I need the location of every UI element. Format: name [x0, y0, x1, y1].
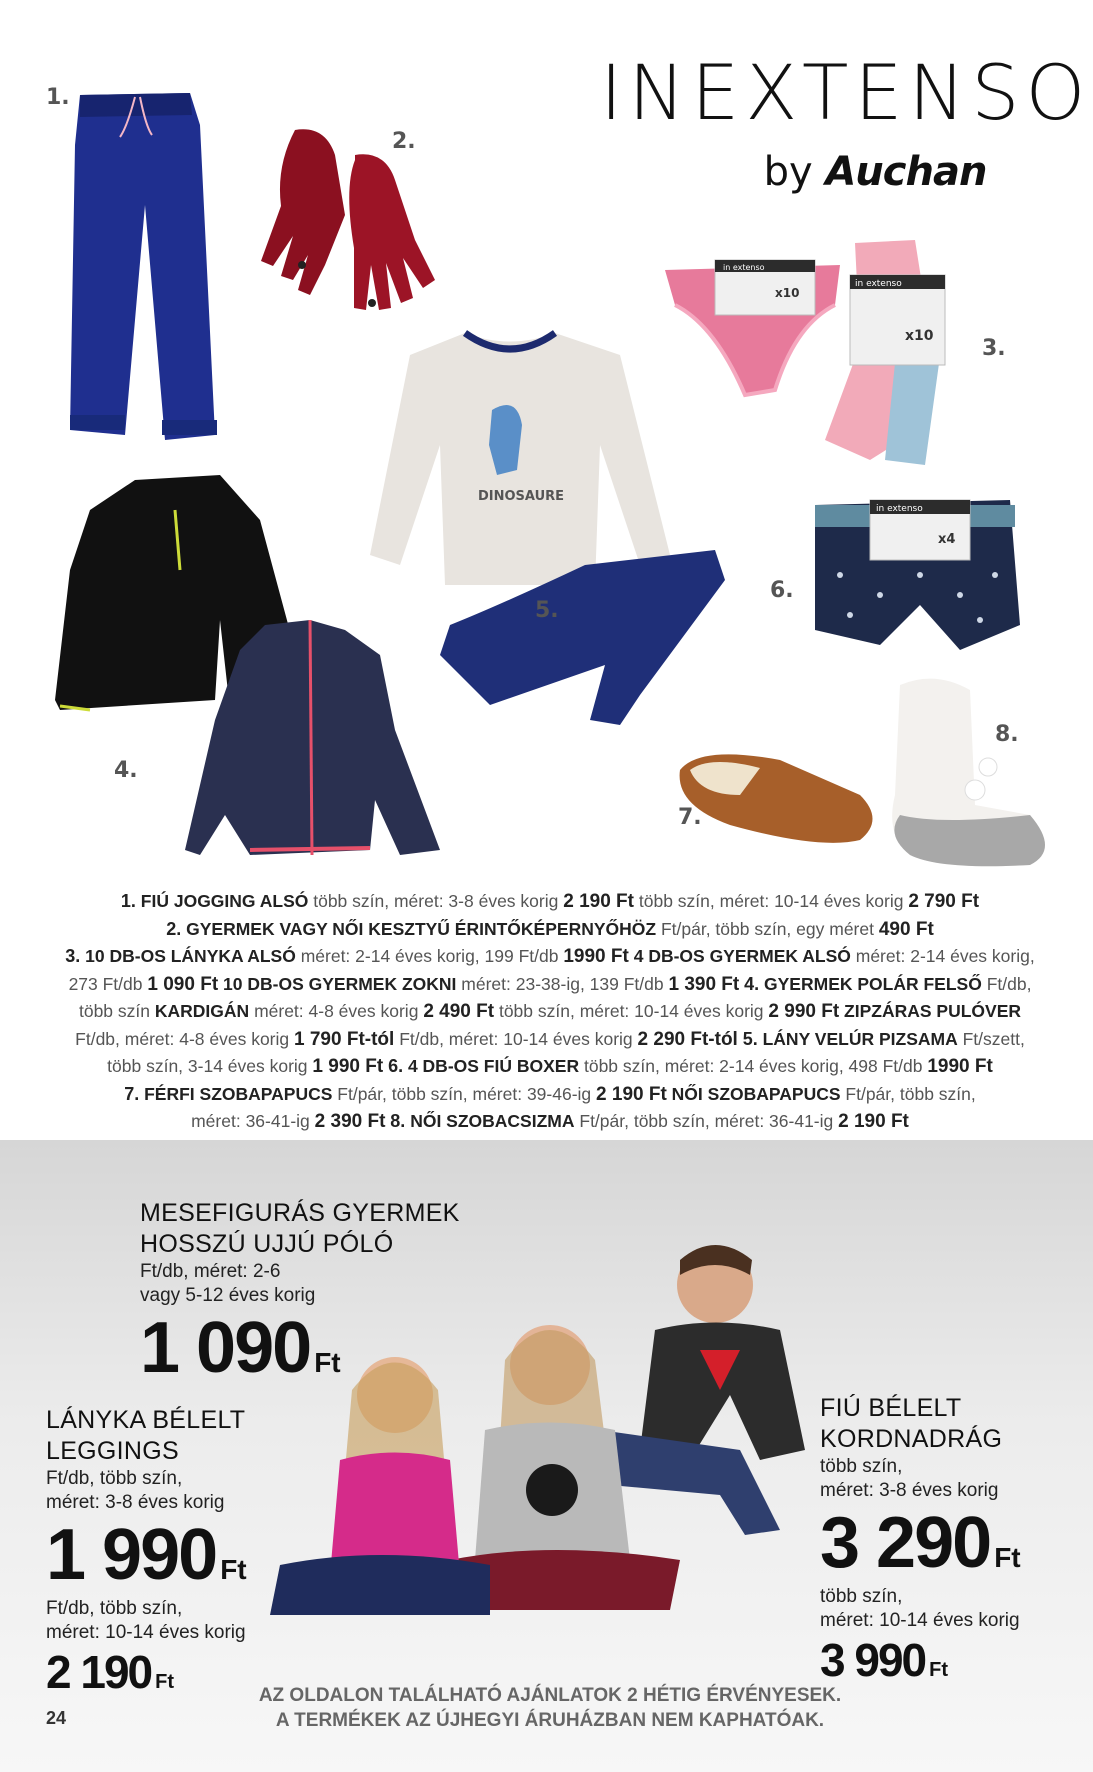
desc-item-6-name: 4 DB-OS FIÚ BOXER	[407, 1056, 580, 1076]
desc-item-7-details: Ft/pár, több szín, méret: 39-46-ig	[337, 1083, 592, 1104]
desc-item-8-name: NŐI SZOBACSIZMA	[410, 1111, 575, 1131]
desc-item-1-name: FIÚ JOGGING ALSÓ	[140, 891, 309, 911]
promo-corduroy-title-2: KORDNADRÁG	[820, 1425, 1003, 1453]
promo-corduroy-sub-4: méret: 10-14 éves korig	[820, 1610, 1020, 1631]
promo-corduroy-price-value: 3 290	[820, 1503, 991, 1583]
desc-item-7b-name: NŐI SZOBAPAPUCS	[671, 1083, 841, 1104]
desc-item-8-number: 8.	[390, 1111, 406, 1131]
desc-item-8-details: Ft/pár, több szín, méret: 36-41-ig	[579, 1111, 834, 1131]
desc-line-1	[50, 888, 1050, 916]
desc-item-7-number: 7.	[124, 1083, 140, 1104]
promo-leggings-sub-3: Ft/db, több szín,	[46, 1598, 183, 1619]
promo-corduroy-title-1: FIÚ BÉLELT	[820, 1394, 962, 1422]
desc-item-6-number: 6.	[388, 1056, 404, 1076]
desc-item-4-price-b: 2 990 Ft	[768, 1001, 840, 1022]
promo-corduroy-currency-2: Ft	[929, 1659, 949, 1681]
logo-wordmark: INEXTENSO	[600, 48, 1092, 137]
socks-pack-brand: in extenso	[855, 279, 902, 289]
desc-item-5-name: LÁNY VELÚR PIZSAMA	[762, 1028, 958, 1049]
by-text: by	[763, 149, 813, 195]
item-number-3: 3.	[982, 336, 1006, 361]
desc-item-4-price-a: 2 490 Ft	[423, 1001, 495, 1022]
desc-item-1-price-b: 2 790 Ft	[908, 891, 980, 912]
product-descriptions	[50, 888, 1050, 1136]
desc-item-4-cardigan: KARDIGÁN	[154, 1001, 250, 1021]
item-number-2: 2.	[392, 129, 416, 154]
promo-tshirt-title-1: MESEFIGURÁS GYERMEK	[140, 1199, 460, 1227]
desc-line-3	[50, 943, 1050, 971]
desc-item-4-price-d: 2 290 Ft-tól	[637, 1028, 738, 1050]
desc-item-4-unit: Ft/db,	[986, 973, 1032, 994]
boxer-pack-count: x4	[938, 532, 956, 547]
validity-note-line-2: A TERMÉKEK AZ ÚJHEGYI ÁRUHÁZBAN NEM KAPHATÓAK.	[275, 1710, 825, 1731]
desc-item-3-number: 3.	[65, 946, 81, 966]
desc-line-8	[50, 1081, 1050, 1109]
promo-corduroy-currency: Ft	[994, 1542, 1021, 1573]
promo-leggings-title-1: LÁNYKA BÉLELT	[46, 1406, 246, 1434]
item-number-4: 4.	[114, 758, 138, 783]
desc-item-2-name: GYERMEK VAGY NŐI KESZTYŰ ÉRINTŐKÉPERNYŐHÖZ	[186, 918, 657, 939]
desc-item-8-price: 2 190 Ft	[838, 1111, 909, 1132]
desc-item-3b-unit-price: 273 Ft/db	[68, 973, 143, 994]
promo-leggings-sub-1: Ft/db, több szín,	[46, 1468, 183, 1489]
slipper-boot-image	[880, 675, 1060, 875]
item-number-1: 1.	[46, 85, 70, 110]
item-number-8: 8.	[995, 722, 1019, 747]
desc-line-2	[50, 916, 1050, 944]
item-number-5: 5.	[535, 598, 559, 623]
desc-item-2-details: Ft/pár, több szín, egy méret	[660, 918, 874, 939]
desc-item-3b-price: 1 090 Ft	[147, 973, 219, 995]
promo-corduroy-sub-3: több szín,	[820, 1586, 903, 1607]
promo-leggings-price-2	[46, 1646, 247, 1698]
desc-item-7b-price: 2 390 Ft	[314, 1111, 386, 1132]
desc-item-4-number: 4.	[744, 973, 760, 994]
item-number-7: 7.	[678, 805, 702, 830]
desc-item-3-details: méret: 2-14 éves korig, 199 Ft/db	[300, 946, 559, 966]
promo-corduroy-price	[820, 1503, 1021, 1583]
desc-item-1-details-a: több szín, méret: 3-8 éves korig	[313, 891, 559, 911]
desc-item-3c-name: 10 DB-OS GYERMEK ZOKNI	[223, 973, 457, 994]
desc-item-4-size-c: Ft/db, méret: 4-8 éves korig	[75, 1028, 290, 1049]
desc-line-5	[50, 998, 1050, 1026]
desc-line-4	[50, 971, 1050, 999]
promo-leggings-title-2: LEGGINGS	[46, 1437, 179, 1465]
boxer-pack-brand: in extenso	[876, 504, 923, 514]
promo-corduroy-price-2-value: 3 990	[820, 1634, 926, 1686]
desc-item-1-details-b: több szín, méret: 10-14 éves korig	[638, 891, 904, 911]
desc-item-7-name: FÉRFI SZOBAPAPUCS	[144, 1083, 333, 1104]
desc-item-4-price-c: 1 790 Ft-tól	[294, 1028, 395, 1050]
boxers-image	[810, 495, 1025, 665]
promo-tshirt-price	[140, 1308, 460, 1388]
desc-item-5-unit: Ft/szett,	[962, 1028, 1025, 1049]
desc-item-1-number: 1.	[120, 891, 136, 911]
desc-item-7b-size: méret: 36-41-ig	[191, 1111, 310, 1131]
desc-item-3-name: 10 DB-OS LÁNYKA ALSÓ	[85, 946, 296, 966]
desc-item-3c-details: méret: 23-38-ig, 139 Ft/db	[461, 973, 664, 994]
jogging-pants-image	[40, 85, 230, 445]
inextenso-logo	[600, 48, 1092, 195]
gloves-image	[240, 125, 450, 325]
promo-corduroy-sub-1: több szín,	[820, 1456, 903, 1477]
promo-leggings-price-value: 1 990	[46, 1515, 217, 1595]
briefs-pack-count: x10	[775, 286, 800, 300]
desc-item-5-price: 1 990 Ft	[312, 1056, 384, 1077]
auchan-wordmark: Auchan	[825, 149, 987, 195]
desc-item-4-name: GYERMEK POLÁR FELSŐ	[764, 973, 982, 994]
desc-line-9	[50, 1108, 1050, 1136]
promo-leggings-sub-4: méret: 10-14 éves korig	[46, 1622, 246, 1643]
desc-item-1-price-a: 2 190 Ft	[563, 891, 634, 912]
desc-item-4-size-d: Ft/db, méret: 10-14 éves korig	[399, 1028, 633, 1049]
briefs-pack-brand: in extenso	[723, 263, 765, 272]
desc-item-3b-details: méret: 2-14 éves korig,	[855, 946, 1035, 966]
promo-leggings-price-2-value: 2 190	[46, 1646, 152, 1698]
item-number-6: 6.	[770, 578, 794, 603]
promo-corduroy-sub-2: méret: 3-8 éves korig	[820, 1480, 999, 1501]
socks-pack-count: x10	[905, 328, 934, 344]
promo-leggings-currency: Ft	[220, 1554, 247, 1585]
validity-note-line-1: AZ OLDALON TALÁLHATÓ AJÁNLATOK 2 HÉTIG ÉRVÉNYESEK.	[258, 1685, 842, 1706]
mens-slipper-image	[670, 740, 885, 855]
desc-item-7b-details: Ft/pár, több szín,	[845, 1083, 976, 1104]
promo-leggings	[46, 1405, 247, 1698]
promo-tshirt-sub-1: Ft/db, méret: 2-6	[140, 1261, 281, 1282]
desc-item-4-zip-sweater: ZIPZÁRAS PULÓVER	[844, 1001, 1022, 1021]
promo-leggings-price	[46, 1515, 247, 1595]
promo-corduroy	[820, 1393, 1021, 1686]
promo-corduroy-price-2	[820, 1634, 1021, 1686]
fleece-tops-image	[50, 470, 450, 860]
promo-leggings-currency-2: Ft	[155, 1671, 175, 1693]
desc-item-6-price: 1990 Ft	[927, 1056, 993, 1077]
desc-item-6-details: több szín, méret: 2-14 éves korig, 498 Ft/db	[583, 1056, 923, 1076]
promo-leggings-sub-2: méret: 3-8 éves korig	[46, 1492, 225, 1513]
promo-tshirt-price-value: 1 090	[140, 1308, 311, 1388]
desc-line-7	[50, 1053, 1050, 1081]
page-number: 24	[46, 1708, 67, 1728]
desc-item-4-size-a: méret: 4-8 éves korig	[254, 1001, 419, 1021]
desc-item-5-details: több szín, 3-14 éves korig	[107, 1056, 308, 1076]
desc-item-3c-price: 1 390 Ft	[668, 973, 740, 995]
desc-item-5-number: 5.	[742, 1028, 758, 1049]
pajama-print-text: DINOSAURE	[478, 489, 565, 504]
promo-tshirt-sub-2: vagy 5-12 éves korig	[140, 1285, 316, 1306]
desc-item-2-price: 490 Ft	[878, 918, 934, 940]
desc-item-7-price: 2 190 Ft	[596, 1083, 667, 1105]
desc-item-4-colors: több szín	[78, 1001, 150, 1021]
by-auchan	[690, 149, 1060, 195]
desc-item-4-size-b: több szín, méret: 10-14 éves korig	[498, 1001, 764, 1021]
promo-tshirt	[140, 1198, 460, 1388]
desc-item-2-number: 2.	[166, 918, 182, 939]
desc-item-3-price: 1990 Ft	[563, 946, 629, 967]
desc-item-3b-name: 4 DB-OS GYERMEK ALSÓ	[633, 946, 851, 966]
desc-line-6	[50, 1026, 1050, 1054]
validity-note	[230, 1683, 870, 1733]
promo-tshirt-currency: Ft	[314, 1347, 341, 1378]
promo-tshirt-title-2: HOSSZÚ UJJÚ PÓLÓ	[140, 1230, 394, 1258]
